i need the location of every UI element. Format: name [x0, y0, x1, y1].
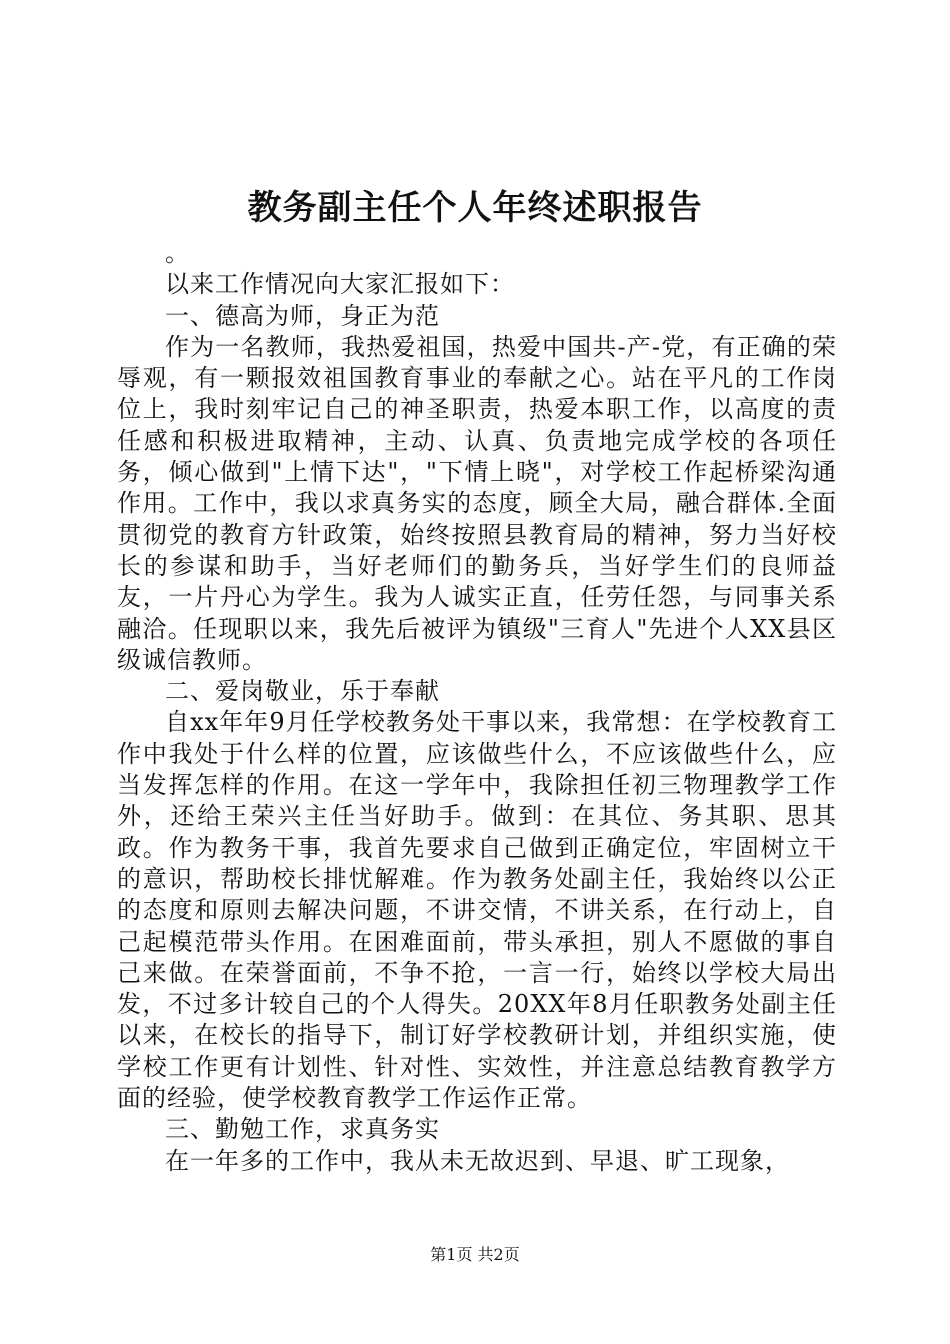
paragraph-intro: 以来工作情况向大家汇报如下： [165, 270, 515, 299]
paragraph-section-1: 作为一名教师，我热爱祖国，热爱中国共-产-党，有正确的荣辱观，有一颗报效祖国教育事业的奉献之心。站在平凡的工作岗位上，我时刻牢记自己的神圣职责，热爱本职工作，以高度的责任感和积极进取精神，主动、认真、负责地完成学校的各项任务，倾心做到"上情下达"，"下情上晓"，对学校工作起桥梁沟通作用。工作中，我以求真务实的态度，顾全大局，融合群体.全面贯彻党的教育方针政策，始终按照县教育局的精神，努力当好校长的参谋和助手，当好老师们的勤务兵，当好学生们的良师益友，一片丹心为学生。我为人诚实正直，任劳任怨，与同事关系融洽。任现职以来，我先后被评为镇级"三育人"先进个人XX县区级诚信教师。 [117, 332, 837, 674]
paragraph-section-3: 在一年多的工作中，我从未无故迟到、早退、旷工现象， [165, 1146, 790, 1175]
paragraph-fragment: 。 [165, 239, 190, 267]
paragraph-section-2: 自xx年年9月任学校教务处干事以来，我常想：在学校教育工作中我处于什么样的位置，应该做些什么，不应该做些什么，应当发挥怎样的作用。在这一学年中，我除担任初三物理教学工作外，还给王荣兴主任当好助手。做到：在其位、务其职、思其政。作为教务干事，我首先要求自己做到正确定位，牢固树立干的意识，帮助校长排忧解难。作为教务处副主任，我始终以公正的态度和原则去解决问题，不讲交情，不讲关系，在行动上，自己起模范带头作用。在困难面前，带头承担，别人不愿做的事自己来做。在荣誉面前，不争不抢，一言一行，始终以学校大局出发，不过多计较自己的个人得失。20XX年8月任职教务处副主任以来，在校长的指导下，制订好学校教研计划，并组织实施，使学校工作更有计划性、针对性、实效性，并注意总结教育教学方面的经验，使学校教育教学工作运作正常。 [117, 708, 837, 1113]
section-heading-2: 二、爱岗敬业，乐于奉献 [165, 677, 440, 706]
document-title: 教务副主任个人年终述职报告 [247, 188, 703, 228]
section-heading-3: 三、勤勉工作，求真务实 [165, 1115, 440, 1144]
document-body [117, 238, 837, 1177]
section-heading-1: 一、德高为师，身正为范 [165, 301, 440, 330]
page-footer: 第1页 共2页 [430, 1245, 520, 1264]
